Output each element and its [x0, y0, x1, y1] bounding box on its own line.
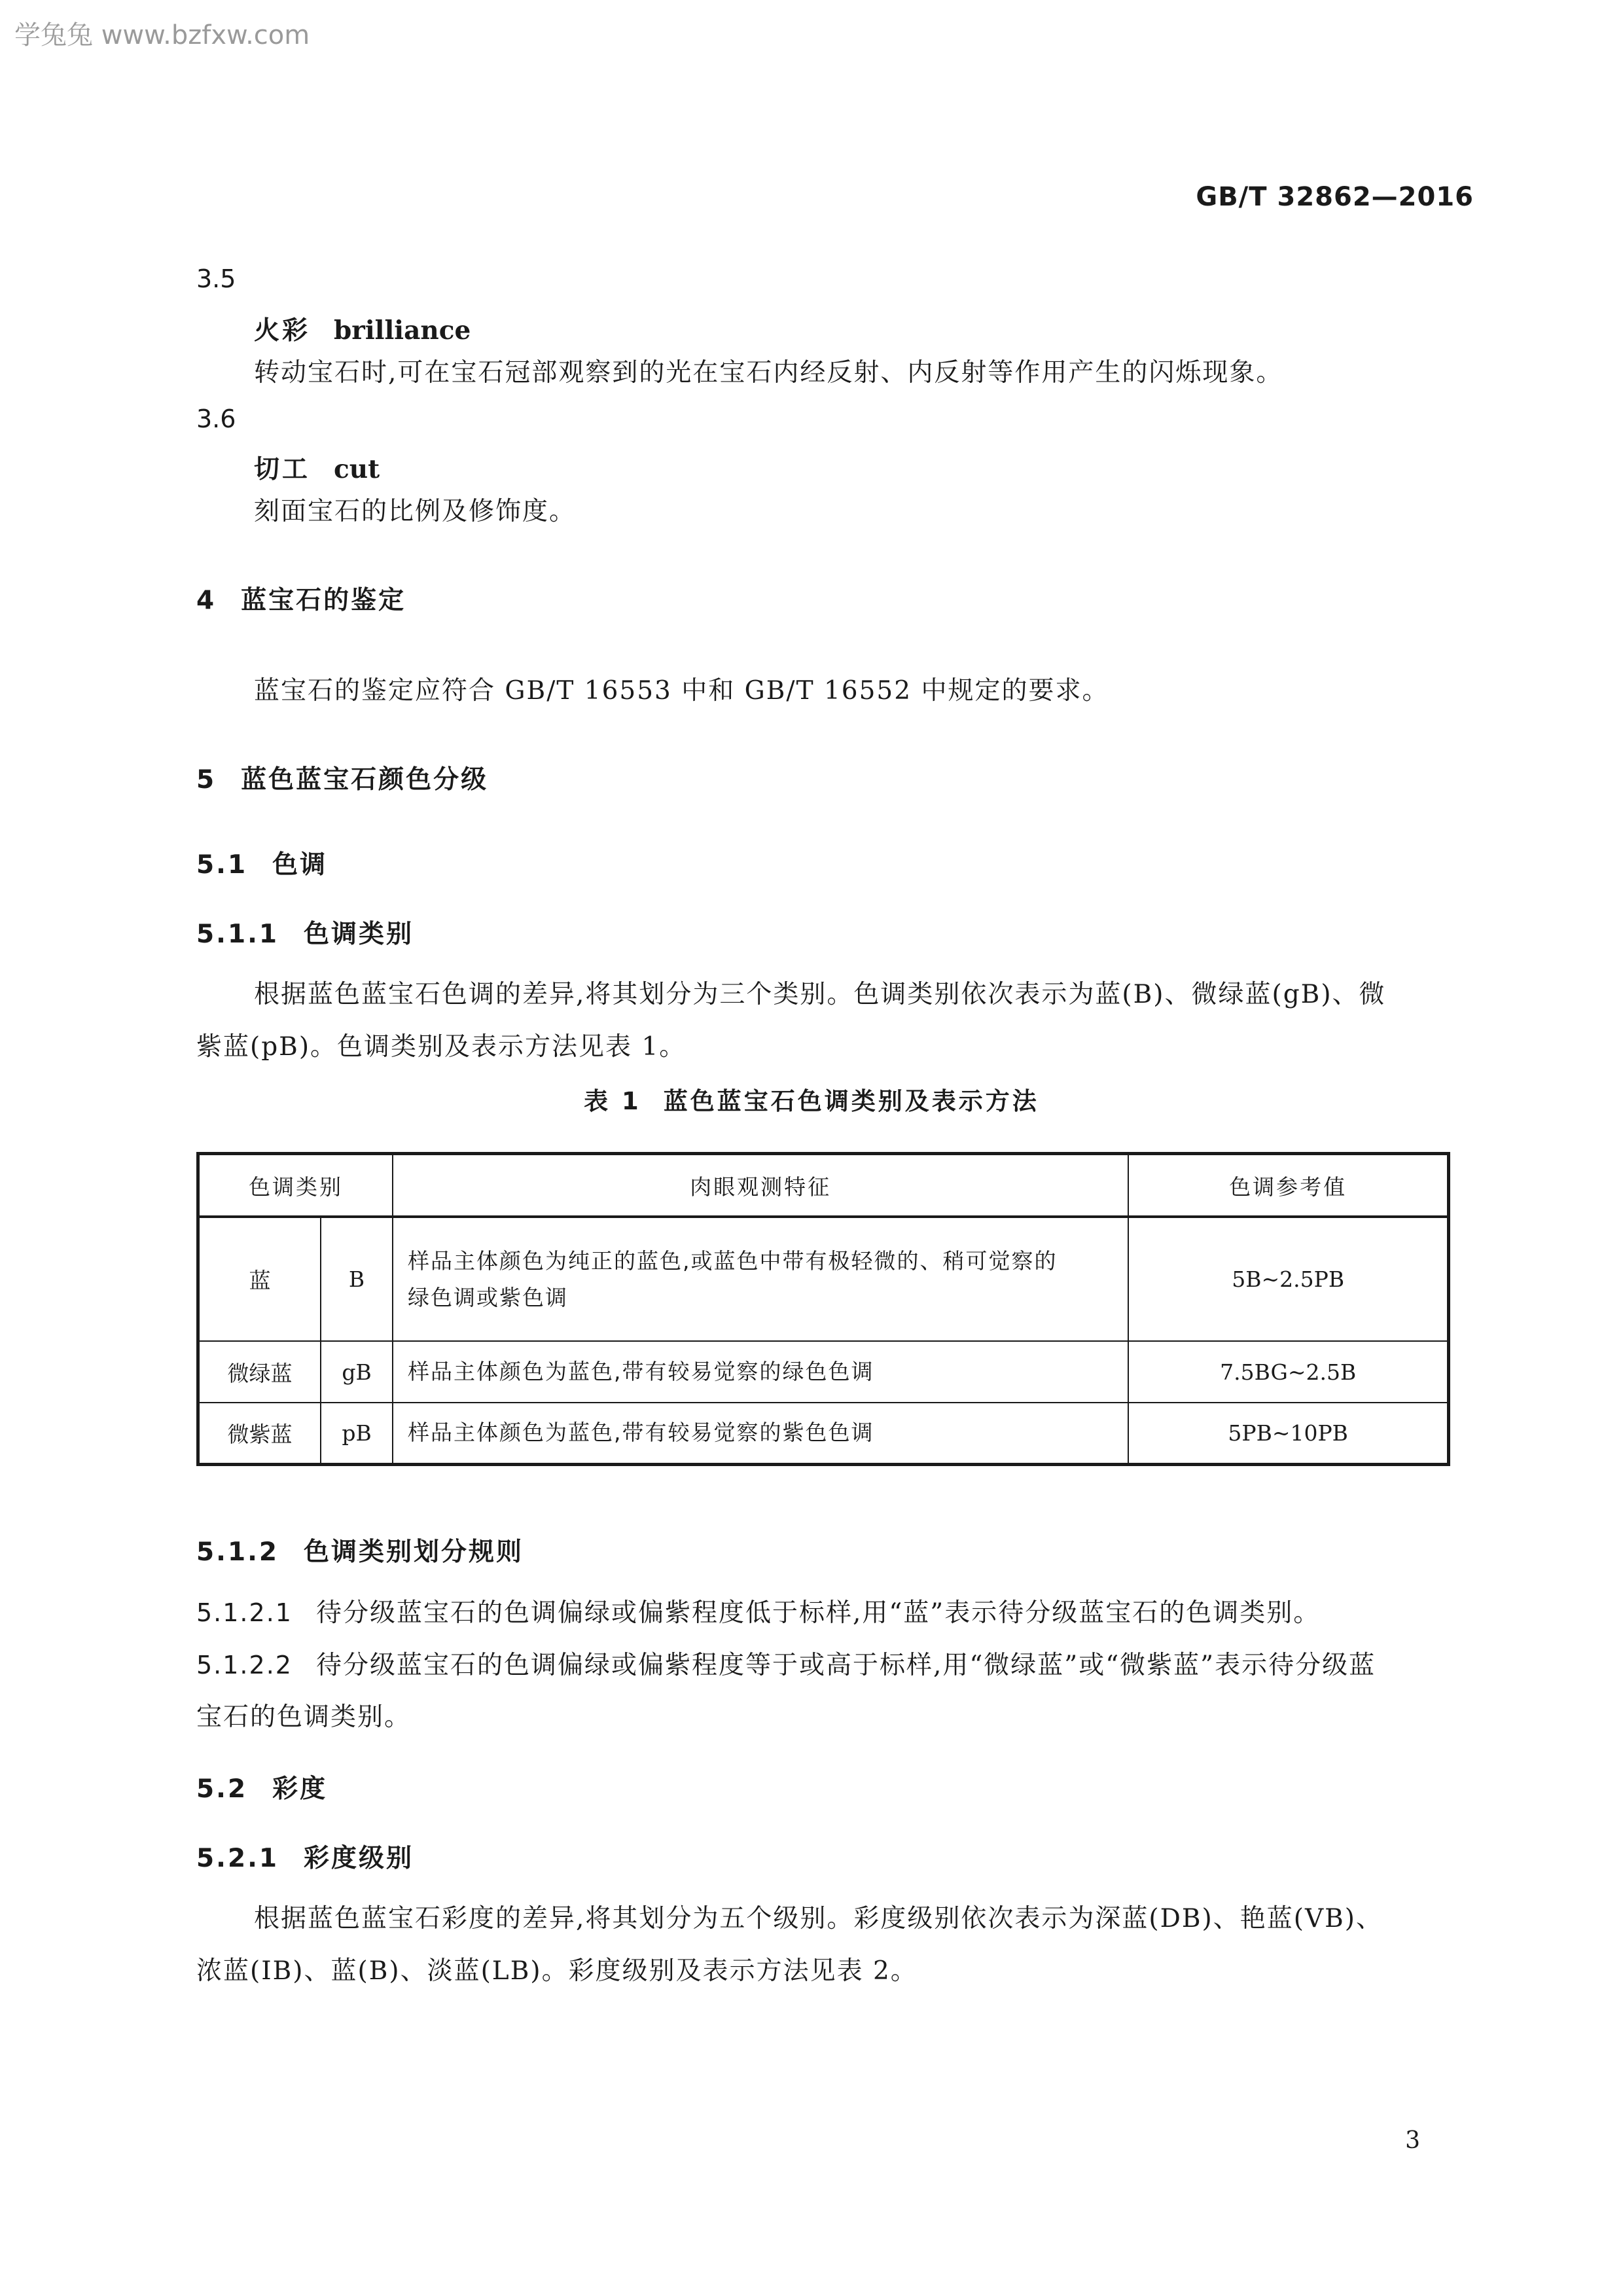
clause-number: 5.1.2.2 [196, 1651, 293, 1679]
section-number: 4 [196, 586, 217, 615]
cell-reference-value: 5B~2.5PB [1128, 1217, 1448, 1341]
section-4-paragraph: 蓝宝石的鉴定应符合 GB/T 16553 中和 GB/T 16552 中规定的要求。 [254, 676, 1109, 706]
cell-category-code: gB [321, 1341, 393, 1403]
feature-line: 样品主体颜色为纯正的蓝色,或蓝色中带有极轻微的、稍可觉察的 [408, 1247, 1058, 1274]
clause-5-1-2-2-line1 [196, 1639, 1376, 1692]
feature-line: 绿色调或紫色调 [408, 1284, 568, 1310]
term-cut [254, 449, 380, 486]
section-number: 5.1.1 [196, 920, 279, 949]
header-reference-value: 色调参考值 [1128, 1154, 1448, 1217]
section-5-2-heading [196, 1768, 327, 1805]
section-5-1-1-paragraph-line2: 紫蓝(pB)。色调类别及表示方法见表 1。 [196, 1032, 687, 1062]
section-5-1-1-paragraph-line1: 根据蓝色蓝宝石色调的差异,将其划分为三个类别。色调类别依次表示为蓝(B)、微绿蓝(gB)、微 [254, 980, 1386, 1009]
cell-feature: 样品主体颜色为蓝色,带有较易觉察的绿色色调 [393, 1341, 1128, 1403]
section-title: 蓝宝石的鉴定 [241, 586, 406, 615]
term-cn: 火彩 [254, 316, 311, 346]
cell-category-name: 微绿蓝 [198, 1341, 321, 1403]
table-caption-title: 蓝色蓝宝石色调类别及表示方法 [663, 1087, 1039, 1115]
table-row [198, 1403, 1449, 1464]
section-number: 5.1.2 [196, 1537, 279, 1567]
header-hue-category: 色调类别 [198, 1154, 393, 1217]
clause-5-1-2-1 [196, 1587, 1320, 1640]
section-title: 色调类别划分规则 [304, 1537, 524, 1567]
section-5-heading [196, 759, 488, 796]
table-row [198, 1341, 1449, 1403]
definition-brilliance: 转动宝石时,可在宝石冠部观察到的光在宝石内经反射、内反射等作用产生的闪烁现象。 [254, 358, 1283, 387]
term-en: cut [334, 454, 380, 484]
table-1 [196, 1152, 1450, 1466]
table-header-row [198, 1154, 1449, 1217]
watermark: 学兔兔 www.bzfxw.com [14, 20, 310, 50]
table-caption-number: 表 1 [584, 1087, 641, 1115]
clause-5-1-2-2-line2: 宝石的色调类别。 [196, 1702, 412, 1732]
section-number: 5.2 [196, 1774, 248, 1804]
cell-feature: 样品主体颜色为蓝色,带有较易觉察的紫色色调 [393, 1403, 1128, 1464]
section-title: 彩度级别 [304, 1844, 414, 1873]
page-number: 3 [1405, 2127, 1420, 2154]
cell-reference-value: 7.5BG~2.5B [1128, 1341, 1448, 1403]
section-4-heading [196, 580, 406, 617]
term-brilliance [254, 310, 471, 347]
cell-feature [393, 1217, 1128, 1341]
definition-cut: 刻面宝石的比例及修饰度。 [254, 497, 577, 526]
clause-text: 待分级蓝宝石的色调偏绿或偏紫程度等于或高于标样,用“微绿蓝”或“微紫蓝”表示待分级蓝 [315, 1651, 1376, 1680]
section-5-2-1-paragraph-line2: 浓蓝(IB)、蓝(B)、淡蓝(LB)。彩度级别及表示方法见表 2。 [196, 1956, 918, 1986]
clause-number: 5.1.2.1 [196, 1598, 293, 1627]
section-title: 色调 [272, 850, 328, 880]
cell-category-code: B [321, 1217, 393, 1341]
section-5-1-1-heading [196, 914, 414, 950]
section-3-5-number: 3.5 [196, 264, 236, 293]
section-3-6-number: 3.6 [196, 404, 236, 433]
section-5-1-heading [196, 844, 327, 881]
cell-category-name: 蓝 [198, 1217, 321, 1341]
section-5-1-2-heading [196, 1532, 524, 1568]
document-number: GB/T 32862—2016 [1196, 182, 1474, 212]
section-title: 蓝色蓝宝石颜色分级 [241, 765, 489, 795]
cell-category-code: pB [321, 1403, 393, 1464]
section-title: 色调类别 [304, 920, 414, 949]
section-5-2-1-heading [196, 1838, 414, 1874]
section-title: 彩度 [272, 1774, 328, 1804]
section-number: 5.1 [196, 850, 248, 880]
section-number: 5.2.1 [196, 1844, 279, 1873]
cell-category-name: 微紫蓝 [198, 1403, 321, 1464]
section-5-2-1-paragraph-line1: 根据蓝色蓝宝石彩度的差异,将其划分为五个级别。彩度级别依次表示为深蓝(DB)、艳蓝(VB)、 [254, 1904, 1383, 1933]
clause-text: 待分级蓝宝石的色调偏绿或偏紫程度低于标样,用“蓝”表示待分级蓝宝石的色调类别。 [315, 1598, 1321, 1628]
table-1-caption [0, 1081, 1623, 1117]
header-visual-feature: 肉眼观测特征 [393, 1154, 1128, 1217]
table-row [198, 1217, 1449, 1341]
cell-reference-value: 5PB~10PB [1128, 1403, 1448, 1464]
section-number: 5 [196, 765, 217, 795]
term-en: brilliance [334, 315, 471, 346]
term-cn: 切工 [254, 455, 311, 484]
